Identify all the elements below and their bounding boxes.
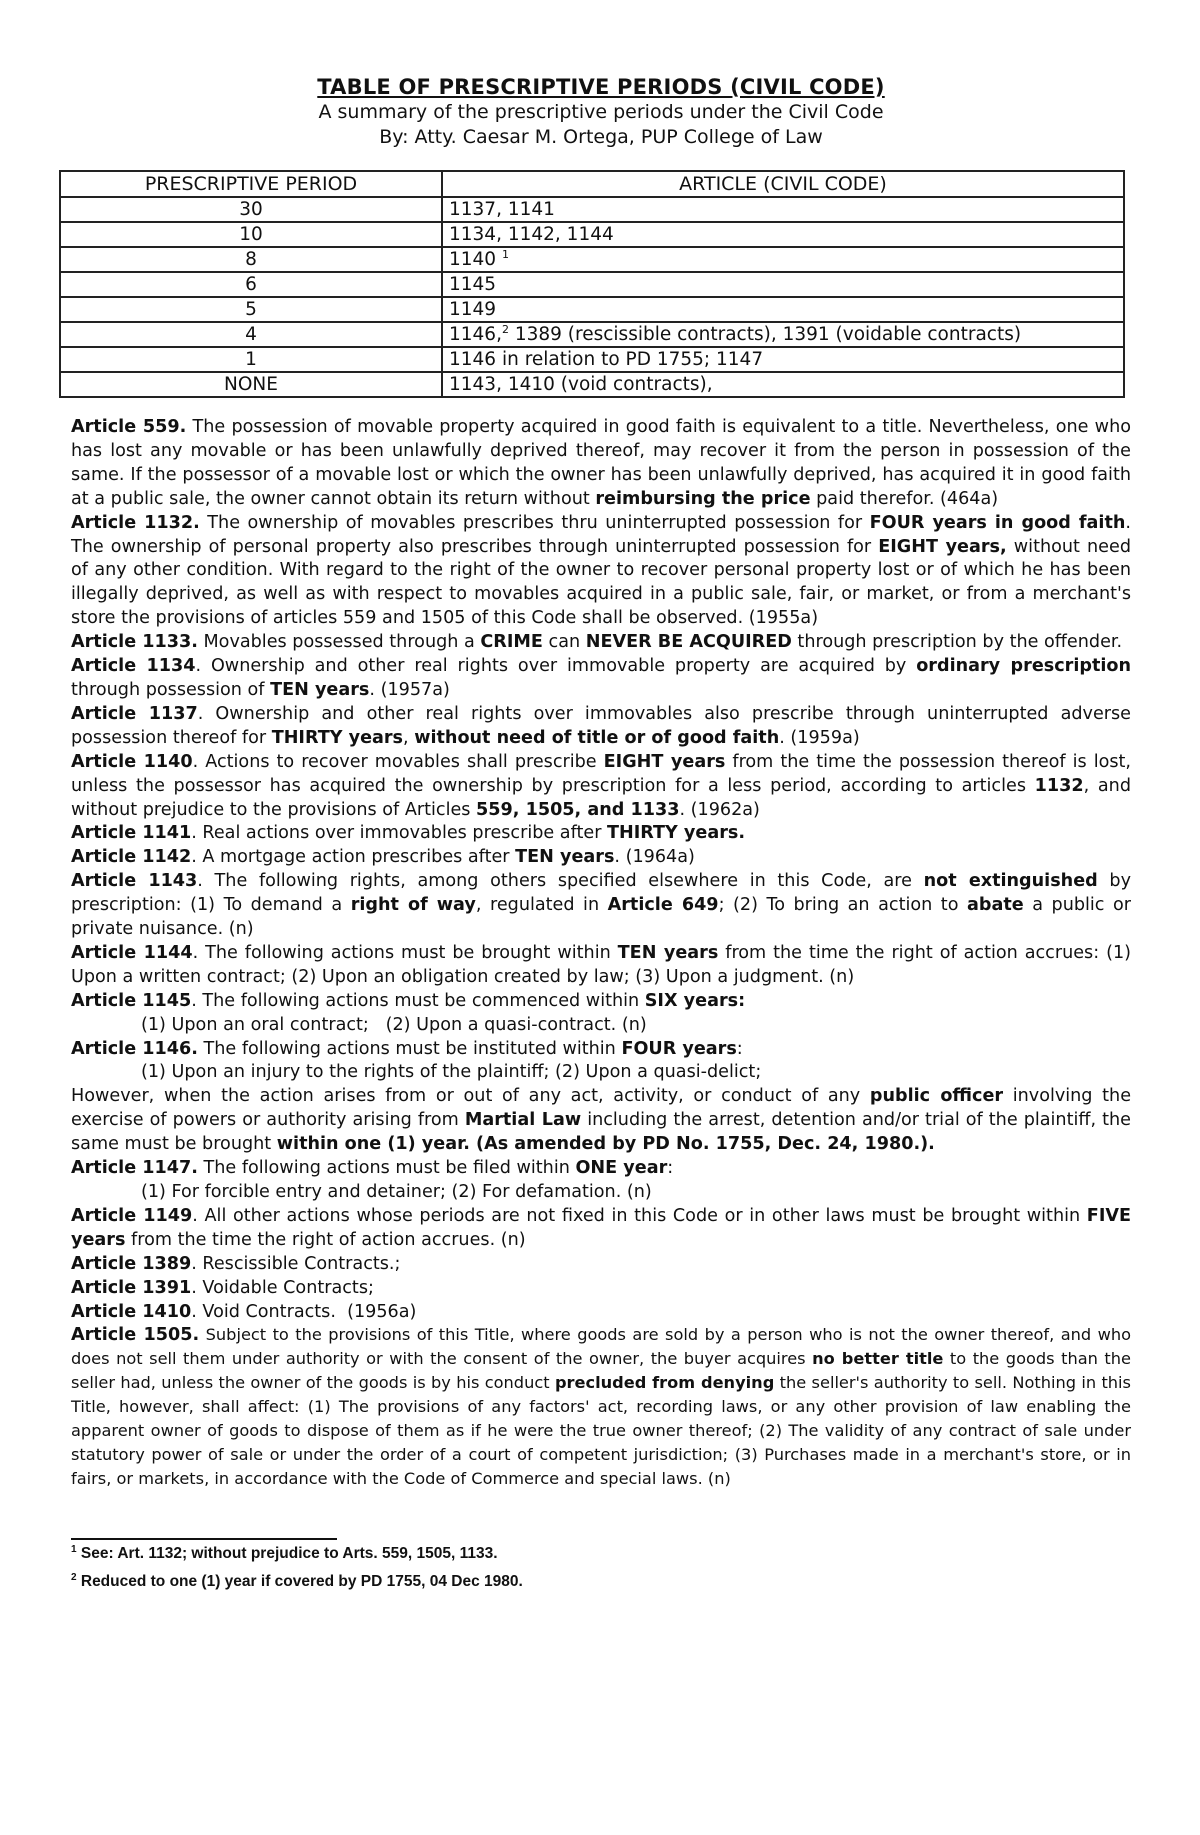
table-row — [60, 272, 1124, 297]
article-1389: Article 1389. Rescissible Contracts.; — [71, 1253, 401, 1274]
period-cell: 4 — [60, 322, 442, 347]
article-label: Article 1137 — [71, 703, 198, 724]
footnote-1 — [71, 1540, 1131, 1568]
article-label: Article 1142 — [71, 847, 192, 868]
articles-body — [71, 416, 1131, 1492]
article-1391: Article 1391. Voidable Contracts; — [71, 1277, 374, 1298]
article-cell — [442, 322, 1124, 347]
article-1143: Article 1143. The following rights, among others specified elsewhere in this Code, are not extinguished by prescription: (1) To demand a right of way, regulated in Article 649; (2) To bring an action to abate a public or private nuisance. (n) — [71, 871, 1131, 940]
article-label: Article 1134 — [71, 656, 196, 677]
footnote-ref: 2 — [501, 322, 509, 336]
table-row — [60, 322, 1124, 347]
article-label: Article 1410 — [71, 1301, 192, 1322]
article-label: Article 559. — [71, 417, 187, 437]
article-label: Article 1389 — [71, 1253, 192, 1274]
article-text-rest: 1389 (rescissible contracts), 1391 (voidable contracts) — [508, 324, 1022, 345]
article-label: Article 1143 — [71, 871, 198, 892]
article-1145: Article 1145. The following actions must be commenced within SIX years: — [71, 990, 746, 1011]
article-label: Article 1505. — [71, 1325, 200, 1346]
article-cell: 1137, 1141 — [442, 197, 1124, 222]
document-title: TABLE OF PRESCRIPTIVE PERIODS (CIVIL CODE) — [317, 75, 885, 99]
article-1134: Article 1134. Ownership and other real rights over immovable property are acquired by ordinary prescription through possession of TEN years. (1957a) — [71, 656, 1132, 700]
article-cell: 1134, 1142, 1144 — [442, 222, 1124, 247]
article-label: Article 1132. — [71, 512, 200, 533]
article-label: Article 1146. — [71, 1038, 198, 1059]
footnote-2 — [71, 1568, 1131, 1596]
document-subtitle: A summary of the prescriptive periods under the Civil Code — [318, 101, 884, 123]
article-cell: 1145 — [442, 272, 1124, 297]
period-cell: 5 — [60, 297, 442, 322]
footnote-ref: 1 — [501, 247, 509, 261]
article-1505: Article 1505. Subject to the provisions of this Title, where goods are sold by a person who is not the owner thereof, and who does not sell them under authority or with the consent of the owner, the buyer acquires no better title to the goods than the seller had, unless the owner of the goods is by his conduct precluded from denying the seller's authority to sell. Nothing in this Title, however, shall affect: (1) The provisions of any factors' act, recording laws, or any other provision of law enabling the apparent owner of goods to dispose of them as if he were the true owner thereof; (2) The validity of any contract of sale under statutory power of sale or under the order of a court of competent jurisdiction; (3) Purchases made in a merchant's store, or in fairs, or markets, in accordance with the Code of Commerce and special laws. (n) — [71, 1325, 1131, 1488]
article-1132: Article 1132. The ownership of movables prescribes thru uninterrupted possession for FOUR years in good faith. The ownership of personal property also prescribes through uninterrupted possession for EIGHT years, without need of any other condition. With regard to the right of the owner to recover personal property lost or of which he has been illegally deprived, as well as with respect to movables acquired in a public sale, fair, or market, or from a merchant's store the provisions of articles 559 and 1505 of this Code shall be observed. (1955a) — [71, 512, 1131, 629]
article-cell: 1143, 1410 (void contracts), — [442, 372, 1124, 397]
table-row — [60, 197, 1124, 222]
period-cell: 1 — [60, 347, 442, 372]
article-1141: Article 1141. Real actions over immovables prescribe after THIRTY years. — [71, 823, 746, 844]
period-cell: NONE — [60, 372, 442, 397]
period-cell: 8 — [60, 247, 442, 272]
column-header-period: PRESCRIPTIVE PERIOD — [60, 171, 442, 197]
article-label: Article 1391 — [71, 1277, 192, 1298]
footnote-mark: 1 — [71, 1543, 77, 1555]
article-1149: Article 1149. All other actions whose periods are not fixed in this Code or in other laws must be brought within FIVE years from the time the right of action accrues. (n) — [71, 1205, 1131, 1250]
article-cell: 1146 in relation to PD 1755; 1147 — [442, 347, 1124, 372]
table-row — [60, 347, 1124, 372]
period-cell: 6 — [60, 272, 442, 297]
article-1146: Article 1146. The following actions must be instituted within FOUR years: — [71, 1038, 743, 1059]
prescriptive-periods-table — [59, 170, 1125, 398]
article-1140: Article 1140. Actions to recover movables shall prescribe EIGHT years from the time the possession thereof is lost, unless the possessor has acquired the ownership by prescription for a less period, according to articles 1132, and without prejudice to the provisions of Articles 559, 1505, and 1133. (1962a) — [71, 751, 1132, 820]
document-page — [71, 74, 1131, 1596]
article-559: Article 559. The possession of movable property acquired in good faith is equivalent to a title. Nevertheless, one who has lost any movable or has been unlawfully deprived thereof, may recover it from the person in possession of the same. If the possessor of a movable lost or which the owner has been unlawfully deprived, has acquired it in good faith at a public sale, the owner cannot obtain its return without reimbursing the price paid therefor. (464a) — [71, 417, 1131, 509]
article-1142: Article 1142. A mortgage action prescribes after TEN years. (1964a) — [71, 847, 695, 868]
article-label: Article 1144 — [71, 942, 193, 963]
footnote-mark: 2 — [71, 1571, 77, 1583]
table-row — [60, 372, 1124, 397]
article-label: Article 1141 — [71, 823, 192, 844]
table-row — [60, 247, 1124, 272]
table-row — [60, 297, 1124, 322]
table-header-row — [60, 171, 1124, 197]
article-cell — [442, 247, 1124, 272]
article-1410: Article 1410. Void Contracts. (1956a) — [71, 1301, 417, 1322]
article-1146-proviso: However, when the action arises from or out of any act, activity, or conduct of any public officer involving the exercise of powers or authority arising from Martial Law including the arrest, detention and/or trial of the plaintiff, the same must be brought within one (1) year. (As amended by PD No. 1755, Dec. 24, 1980.). — [71, 1086, 1132, 1155]
footnote-text: Reduced to one (1) year if covered by PD 1755, 04 Dec 1980. — [76, 1572, 523, 1590]
article-1145-items: (1) Upon an oral contract; (2) Upon a quasi-contract. (n) — [141, 1014, 647, 1035]
document-author: By: Atty. Caesar M. Ortega, PUP College of Law — [379, 126, 823, 148]
article-label: Article 1147. — [71, 1158, 198, 1179]
article-1146-items: (1) Upon an injury to the rights of the plaintiff; (2) Upon a quasi-delict; — [141, 1062, 762, 1083]
article-text: 1146, — [449, 324, 502, 345]
article-1147: Article 1147. The following actions must be filed within ONE year: — [71, 1158, 674, 1179]
article-label: Article 1149 — [71, 1205, 193, 1226]
period-cell: 10 — [60, 222, 442, 247]
column-header-article: ARTICLE (CIVIL CODE) — [442, 171, 1124, 197]
footnote-text: See: Art. 1132; without prejudice to Arts. 559, 1505, 1133. — [76, 1544, 498, 1562]
article-label: Article 1145 — [71, 990, 192, 1011]
article-cell: 1149 — [442, 297, 1124, 322]
table-row — [60, 222, 1124, 247]
article-text: 1140 — [449, 249, 497, 270]
article-1144: Article 1144. The following actions must be brought within TEN years from the time the right of action accrues: (1) Upon a written contract; (2) Upon an obligation created by law; (3) Upon a judgment. (n) — [71, 942, 1131, 987]
article-1137: Article 1137. Ownership and other real rights over immovables also prescribe through uninterrupted adverse possession thereof for THIRTY years, without need of title or of good faith. (1959a) — [71, 703, 1131, 748]
article-label: Article 1133. — [71, 632, 198, 653]
article-1147-items: (1) For forcible entry and detainer; (2) For defamation. (n) — [141, 1182, 652, 1202]
article-1133: Article 1133. Movables possessed through a CRIME can NEVER BE ACQUIRED through prescription by the offender. — [71, 632, 1123, 653]
period-cell: 30 — [60, 197, 442, 222]
article-label: Article 1140 — [71, 751, 193, 772]
